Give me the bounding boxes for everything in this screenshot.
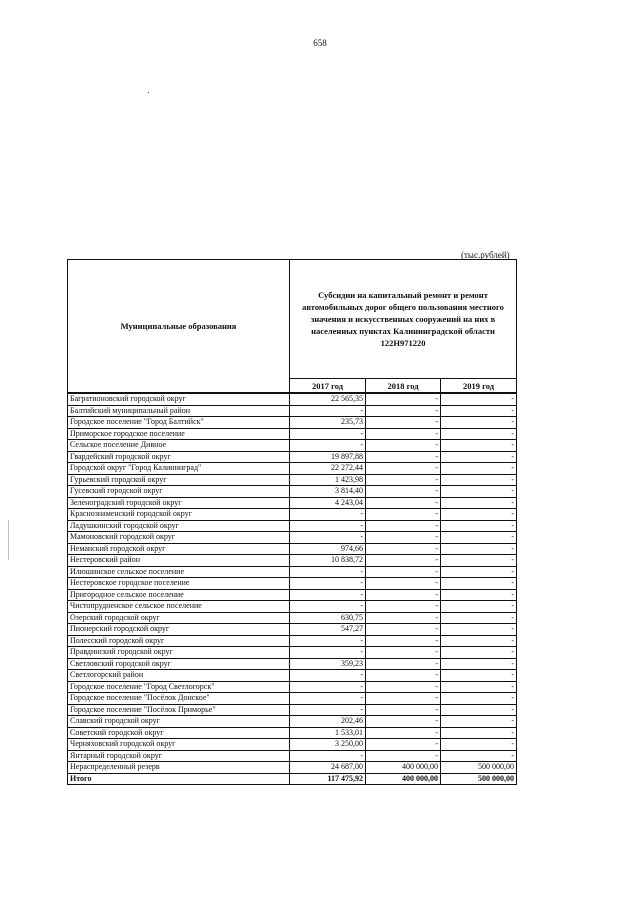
table-row [68,658,517,670]
table-row [68,520,517,532]
municipality-name: Городской округ "Город Калининград" [68,463,290,475]
municipality-name: Нестеровский район [68,555,290,567]
table-row [68,635,517,647]
value-2018: - [366,589,441,601]
table-row [68,428,517,440]
table-row [68,497,517,509]
municipality-name: Чистопрудненское сельское поселение [68,601,290,613]
table-row [68,693,517,705]
value-2018: 400 000,00 [366,762,441,774]
value-2019: - [441,612,517,624]
value-2018: - [366,566,441,578]
table-row [68,624,517,636]
value-2017: - [290,681,366,693]
table-row [68,612,517,624]
value-2017: 235,73 [290,417,366,429]
municipality-name: Гусевский городской округ [68,486,290,498]
value-2018: - [366,716,441,728]
value-2019: - [441,451,517,463]
value-2017: - [290,440,366,452]
value-2017: - [290,589,366,601]
municipality-name: Городское поселение "Город Балтийск" [68,417,290,429]
value-2019: - [441,474,517,486]
total-2019: 500 000,00 [441,773,517,785]
table-row [68,486,517,498]
municipality-name: Ладушкинский городской округ [68,520,290,532]
header-year-2017: 2017 год [290,379,366,394]
value-2018: - [366,612,441,624]
value-2019: - [441,417,517,429]
value-2018: - [366,417,441,429]
scan-edge-mark [8,520,9,560]
value-2017: - [290,750,366,762]
municipality-name: Мамоновский городской округ [68,532,290,544]
municipality-name: Озерский городской округ [68,612,290,624]
header-subsidy: Субсидии на капитальный ремонт и ремонт автомобильных дорог общего пользования местного значения и искусственных сооружений на них в населенных пунктах Калининградской области 122Н971220 [290,260,517,379]
table-row [68,601,517,613]
value-2019: - [441,543,517,555]
header-municipality: Муниципальные образования [68,260,290,394]
units-label: (тыс.рублей) [461,250,510,260]
value-2017: 974,66 [290,543,366,555]
value-2019: - [441,428,517,440]
value-2019: - [441,566,517,578]
municipality-name: Балтийский муниципальный район [68,405,290,417]
table-row [68,578,517,590]
value-2017: - [290,635,366,647]
table-row [68,417,517,429]
value-2018: - [366,578,441,590]
municipality-name: Сельское поселение Дивное [68,440,290,452]
value-2019: - [441,509,517,521]
value-2017: - [290,578,366,590]
table-row [68,405,517,417]
value-2018: - [366,624,441,636]
value-2018: - [366,647,441,659]
value-2019: - [441,486,517,498]
value-2019: 500 000,00 [441,762,517,774]
municipality-name: Гурьевский городской округ [68,474,290,486]
value-2019: - [441,716,517,728]
value-2018: - [366,393,441,405]
municipality-name: Илюшинское сельское поселение [68,566,290,578]
value-2017: - [290,405,366,417]
municipality-name: Городское поселение "Посёлок Приморье" [68,704,290,716]
page-number: 658 [313,38,327,48]
value-2017: 19 897,88 [290,451,366,463]
value-2018: - [366,635,441,647]
municipality-name: Славский городской округ [68,716,290,728]
municipality-name: Советский городской округ [68,727,290,739]
value-2018: - [366,727,441,739]
table-row [68,704,517,716]
table-row [68,393,517,405]
table-row [68,509,517,521]
table-row [68,727,517,739]
value-2017: 1 423,98 [290,474,366,486]
table-row [68,543,517,555]
value-2017: 630,75 [290,612,366,624]
value-2017: - [290,601,366,613]
value-2018: - [366,520,441,532]
value-2018: - [366,555,441,567]
value-2018: - [366,451,441,463]
value-2019: - [441,635,517,647]
value-2018: - [366,670,441,682]
table-row [68,647,517,659]
value-2018: - [366,509,441,521]
value-2018: - [366,750,441,762]
municipality-name: Приморское городское поселение [68,428,290,440]
value-2017: - [290,428,366,440]
value-2018: - [366,405,441,417]
value-2018: - [366,658,441,670]
municipality-name: Зеленоградский городской округ [68,497,290,509]
total-label: Итого [68,773,290,785]
value-2017: - [290,566,366,578]
value-2018: - [366,474,441,486]
value-2019: - [441,532,517,544]
table-row [68,750,517,762]
value-2017: 24 687,00 [290,762,366,774]
table-row [68,670,517,682]
value-2019: - [441,589,517,601]
header-year-2018: 2018 год [366,379,441,394]
municipality-name: Краснознаменский городской округ [68,509,290,521]
municipality-name: Янтарный городской округ [68,750,290,762]
value-2018: - [366,532,441,544]
header-year-2019: 2019 год [441,379,517,394]
value-2019: - [441,393,517,405]
value-2017: - [290,509,366,521]
value-2019: - [441,555,517,567]
value-2018: - [366,497,441,509]
value-2017: 22 272,44 [290,463,366,475]
value-2018: - [366,463,441,475]
municipality-name: Нераспределенный резерв [68,762,290,774]
table-row [68,762,517,774]
value-2018: - [366,681,441,693]
value-2019: - [441,520,517,532]
value-2019: - [441,739,517,751]
value-2017: - [290,520,366,532]
table-row [68,589,517,601]
municipality-name: Пионерский городской округ [68,624,290,636]
value-2017: 10 838,72 [290,555,366,567]
value-2017: 3 250,00 [290,739,366,751]
value-2018: - [366,601,441,613]
table-row [68,716,517,728]
value-2018: - [366,543,441,555]
value-2018: - [366,704,441,716]
value-2019: - [441,405,517,417]
municipality-name: Пригородное сельское поселение [68,589,290,601]
municipality-name: Багратионовский городской округ [68,393,290,405]
value-2019: - [441,601,517,613]
municipality-name: Гвардейский городской округ [68,451,290,463]
municipality-name: Нестеровское городское поселение [68,578,290,590]
total-row [68,773,517,785]
value-2018: - [366,428,441,440]
value-2017: - [290,704,366,716]
value-2019: - [441,750,517,762]
value-2019: - [441,647,517,659]
value-2017: - [290,532,366,544]
table-row [68,463,517,475]
municipality-name: Светловский городской округ [68,658,290,670]
value-2017: 4 243,04 [290,497,366,509]
value-2017: 22 565,35 [290,393,366,405]
table-row [68,451,517,463]
value-2018: - [366,739,441,751]
municipality-name: Полесский городской округ [68,635,290,647]
value-2019: - [441,658,517,670]
municipality-name: Светлогорский район [68,670,290,682]
table-row [68,555,517,567]
value-2018: - [366,693,441,705]
municipality-name: Неманский городской округ [68,543,290,555]
total-2018: 400 000,00 [366,773,441,785]
subsidy-table [67,259,517,785]
value-2019: - [441,670,517,682]
value-2017: - [290,693,366,705]
table-row [68,440,517,452]
value-2019: - [441,463,517,475]
value-2019: - [441,681,517,693]
value-2017: - [290,670,366,682]
table-row [68,681,517,693]
value-2019: - [441,727,517,739]
municipality-name: Правдинский городской округ [68,647,290,659]
value-2017: 3 814,40 [290,486,366,498]
municipality-name: Городское поселение "Посёлок Донское" [68,693,290,705]
value-2019: - [441,497,517,509]
value-2019: - [441,693,517,705]
value-2019: - [441,578,517,590]
value-2019: - [441,440,517,452]
value-2017: 359,23 [290,658,366,670]
value-2018: - [366,486,441,498]
value-2017: 547,27 [290,624,366,636]
value-2019: - [441,624,517,636]
value-2017: 1 533,01 [290,727,366,739]
table-row [68,566,517,578]
table-row [68,532,517,544]
value-2018: - [366,440,441,452]
value-2017: 202,46 [290,716,366,728]
municipality-name: Черняховский городской округ [68,739,290,751]
table-row [68,474,517,486]
value-2017: - [290,647,366,659]
municipality-name: Городское поселение "Город Светлогорск" [68,681,290,693]
value-2019: - [441,704,517,716]
scan-speck [148,92,149,93]
table-body [68,393,517,785]
table-row [68,739,517,751]
total-2017: 117 475,92 [290,773,366,785]
